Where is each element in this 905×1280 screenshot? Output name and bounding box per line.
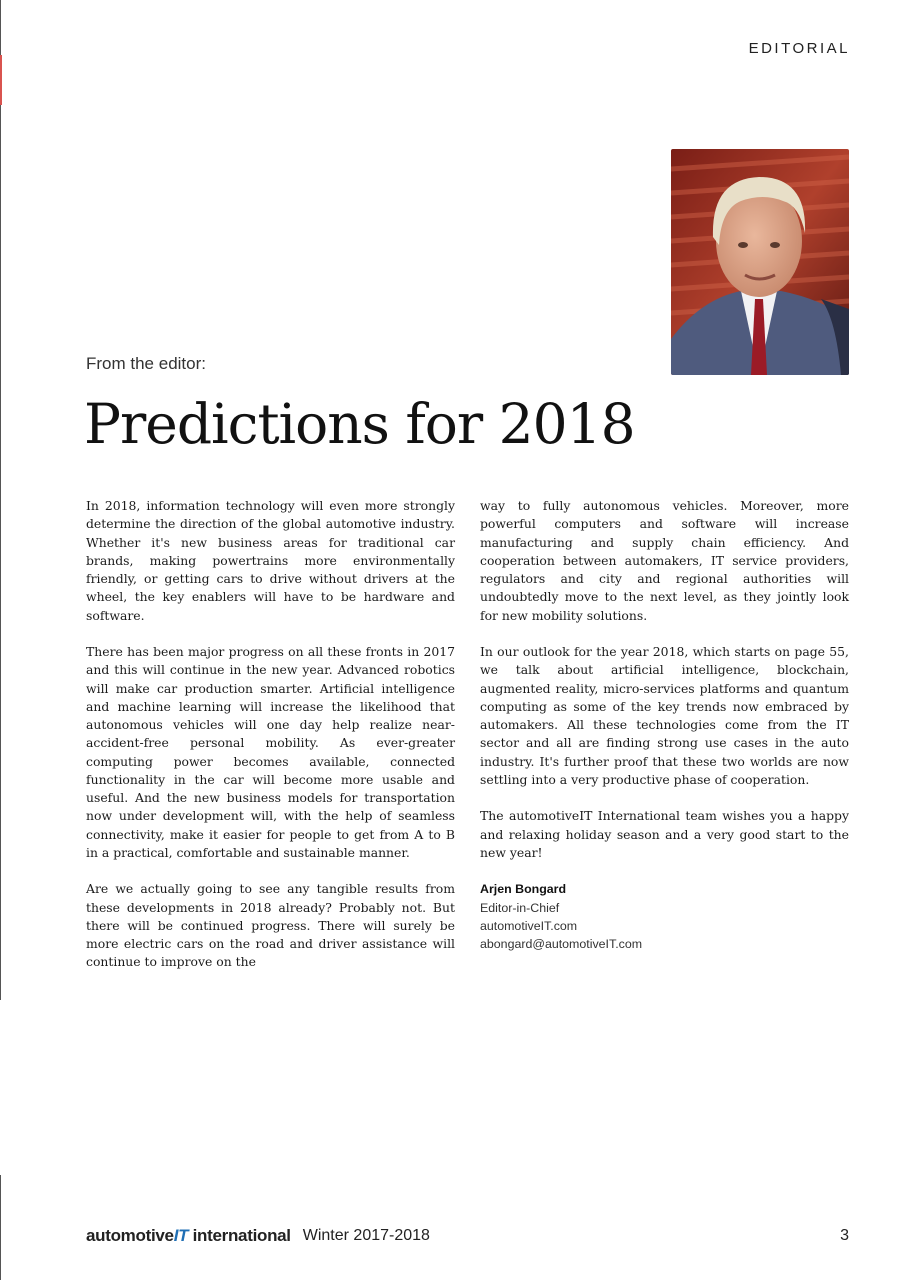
article-column-right [480,497,849,953]
page-edge-line [0,0,1,1000]
page-title: Predictions for 2018 [84,392,635,456]
author-website: automotiveIT.com [480,918,578,933]
page-edge-line-lower [0,1175,1,1280]
editor-photo [671,149,849,375]
author-name: Arjen Bongard [480,882,567,897]
article-paragraph: Are we actually going to see any tangible results from these developments in 2018 already? Probably not. But there will be continued progress. There will surely be more electric cars on the road and driver assistance will continue to improve on the [86,881,455,970]
page-footer [86,1224,849,1248]
section-label: EDITORIAL [748,40,850,57]
kicker-from-the-editor: From the editor: [86,354,206,373]
publication-logo: automotiveIT international [86,1226,291,1245]
author-signature [480,880,849,953]
article-paragraph: In our outlook for the year 2018, which starts on page 55, we talk about artificial intelligence, blockchain, augmented reality, micro-services platforms and quantum computing as some of the key trends now embraced by automakers. All these technologies come from the IT sector and all are finding strong use cases in the auto industry. It's further proof that these two worlds are now settling into a very productive phase of cooperation. [480,644,849,787]
article-paragraph: The automotiveIT International team wishes you a happy and relaxing holiday season and a very good start to the new year! [480,808,849,860]
article-column-left [86,497,455,990]
page-edge-marker [0,55,2,105]
article-paragraph: way to fully autonomous vehicles. Moreover, more powerful computers and software will increase manufacturing and supply chain efficiency. And cooperation between automakers, IT service providers, regulators and city and regional authorities will undoubtedly move to the next level, as they jointly look for new mobility solutions. [480,498,849,623]
issue-date: Winter 2017-2018 [302,1227,430,1244]
author-email: abongard@automotiveIT.com [480,937,643,952]
page-number: 3 [840,1227,849,1244]
article-paragraph: There has been major progress on all these fronts in 2017 and this will continue in the new year. Advanced robotics will make car production smarter. Artificial intelligence and machine learning will increase the likelihood that autonomous vehicles will one day help realize near-accident-free personal mobility. As ever-greater computing power becomes available, connected functionality in the car will become more usable and useful. And the new business models for transportation now under development will, with the help of seamless connectivity, make it easier for people to get from A to B in a practical, comfortable and sustainable manner. [86,644,455,860]
author-title: Editor-in-Chief [480,900,560,915]
article-paragraph: In 2018, information technology will even more strongly determine the direction of the global automotive industry. Whether it's new business areas for traditional car brands, making powertrains more environmentally friendly, or getting cars to drive without drivers at the wheel, the key enablers will have to be hardware and software. [86,498,455,623]
